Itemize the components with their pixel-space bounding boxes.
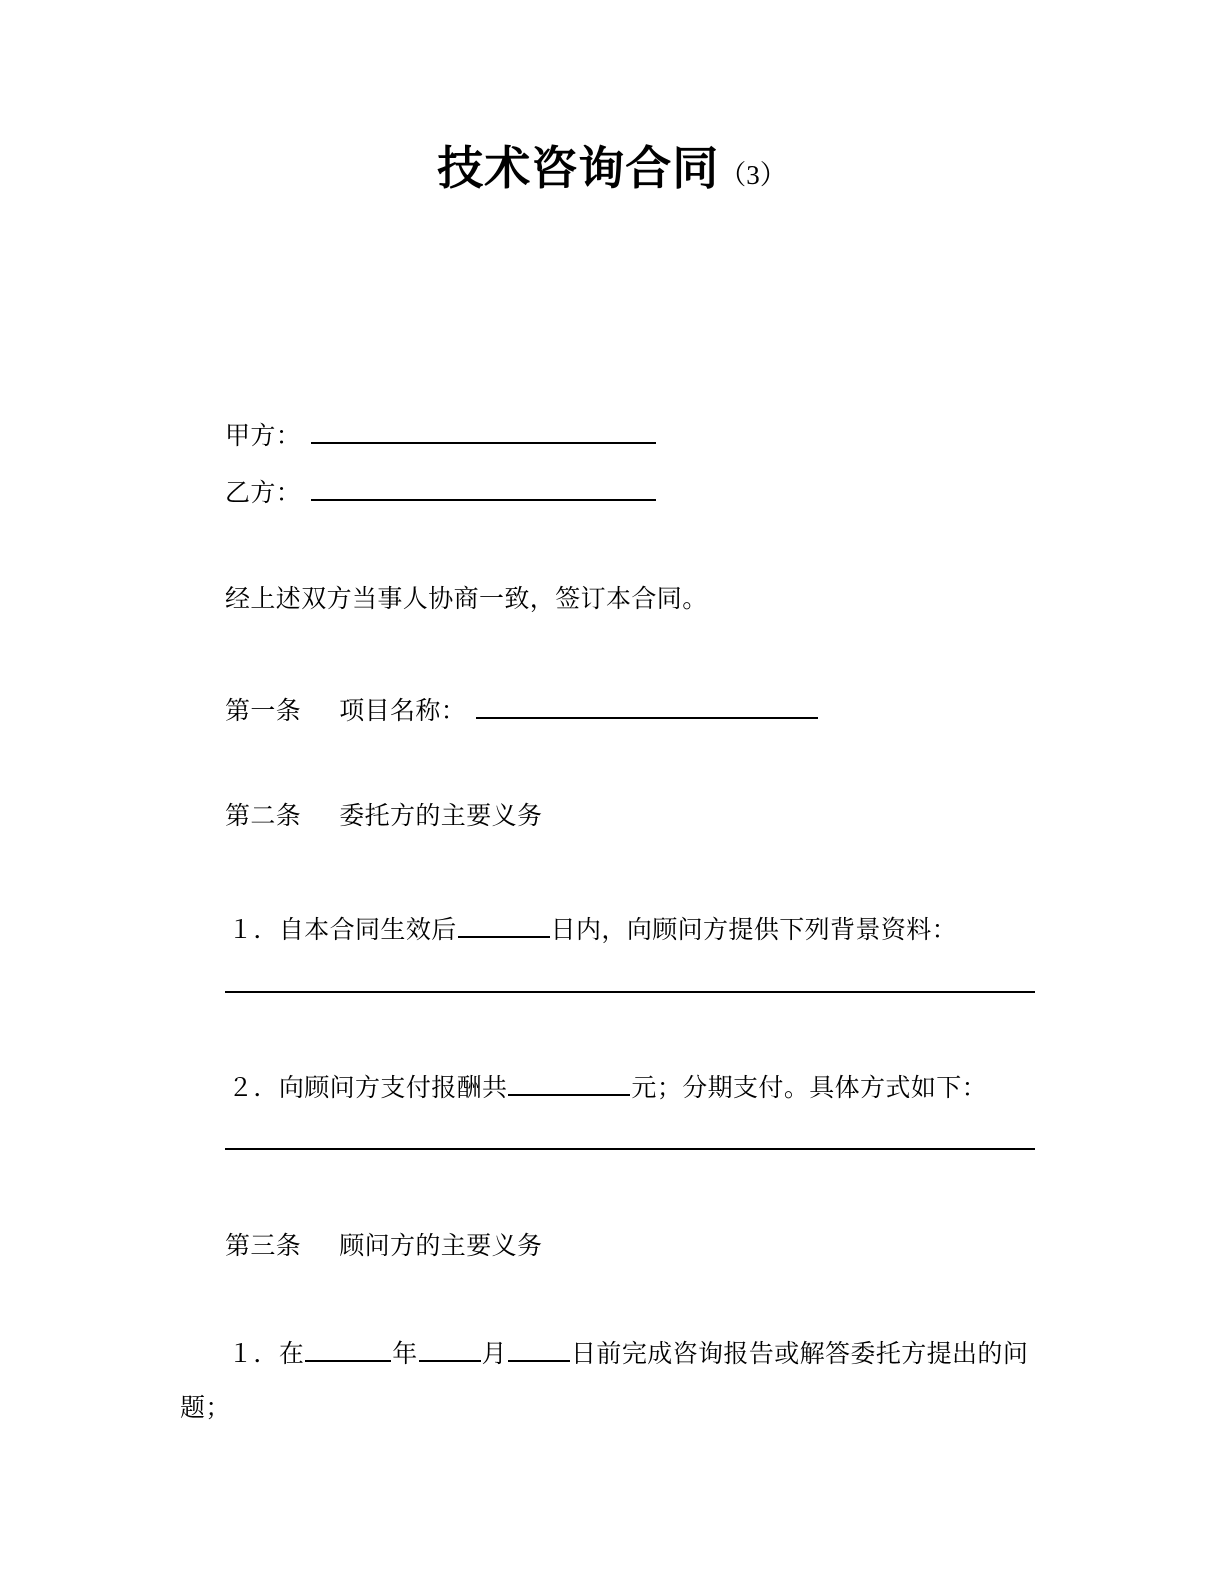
- clause-3-item-1-marker: １．: [228, 1341, 279, 1368]
- clause-2-item-2-marker: ２．: [228, 1075, 279, 1102]
- clause-2-item-2-text-before: 向顾问方支付报酬共: [278, 1075, 508, 1102]
- clause-3-item-1-text-1: 在: [278, 1341, 305, 1368]
- clause-1-title: 项目名称：: [339, 698, 467, 725]
- clause-3-heading: [225, 1230, 542, 1264]
- clause-1-project-name-blank[interactable]: [476, 697, 818, 719]
- clause-3-title: 顾问方的主要义务: [339, 1233, 543, 1260]
- clause-2-number: 第二条: [225, 803, 302, 830]
- party-b-label: 乙方：: [225, 480, 302, 507]
- clause-2-item-1-answer-rule[interactable]: [225, 991, 1035, 993]
- clause-2-item-1-text-before: 自本合同生效后: [278, 917, 457, 944]
- clause-2-title: 委托方的主要义务: [339, 803, 543, 830]
- clause-1-number: 第一条: [225, 698, 302, 725]
- page-title: [0, 132, 1224, 198]
- clause-2-item-2: [228, 1070, 987, 1106]
- clause-2-item-2-answer-rule[interactable]: [225, 1148, 1035, 1150]
- clause-3-item-1-day-blank[interactable]: [508, 1336, 570, 1362]
- clause-3-item-1-text-2: 年: [392, 1341, 418, 1368]
- clause-3-item-1-text-4: 日前完成咨询报告或解答委托方提出的问: [571, 1341, 1029, 1368]
- clause-2-heading: [225, 800, 542, 834]
- clause-2-item-1-marker: １．: [228, 917, 279, 944]
- clause-3-number: 第三条: [225, 1233, 302, 1260]
- party-a-label: 甲方：: [225, 423, 302, 450]
- clause-3-item-1-text-3: 月: [481, 1341, 508, 1368]
- title-main-text: 技术咨询合同: [437, 141, 720, 195]
- preamble-paragraph: 经上述双方当事人协商一致，签订本合同。: [225, 586, 708, 613]
- clause-2-item-1: [228, 912, 957, 948]
- clause-3-item-1-year-blank[interactable]: [305, 1336, 391, 1362]
- party-b-blank[interactable]: [311, 479, 656, 501]
- clause-2-item-1-text-after: 日内，向顾问方提供下列背景资料：: [550, 917, 958, 944]
- clause-2-item-2-text-after: 元；分期支付。具体方式如下：: [631, 1075, 988, 1102]
- party-a-blank[interactable]: [311, 422, 656, 444]
- clause-3-item-1: [228, 1336, 1028, 1372]
- clause-3-item-1-continuation: 题；: [180, 1395, 231, 1422]
- party-b-line: [225, 477, 656, 511]
- clause-2-item-2-amount-blank[interactable]: [508, 1070, 630, 1096]
- clause-2-item-1-days-blank[interactable]: [458, 912, 550, 938]
- title-suffix-text: （3）: [719, 160, 787, 190]
- clause-1-heading: [225, 695, 818, 729]
- party-a-line: [225, 420, 656, 454]
- clause-3-item-1-month-blank[interactable]: [419, 1336, 481, 1362]
